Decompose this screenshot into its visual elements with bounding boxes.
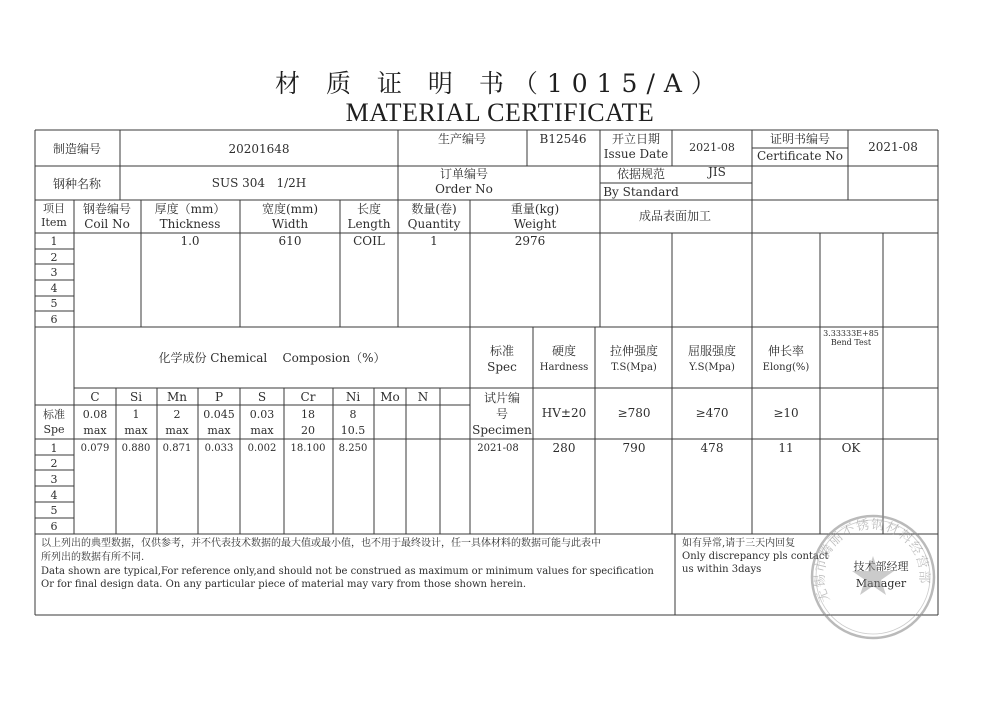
item-number: 6 bbox=[50, 520, 58, 533]
item-number: 2 bbox=[50, 457, 58, 470]
chem-value: 8.250 bbox=[338, 443, 368, 454]
item-header-en: Item bbox=[41, 216, 67, 229]
item-number: 6 bbox=[50, 313, 58, 326]
elongation-value: 11 bbox=[778, 441, 794, 455]
element-header: Si bbox=[129, 390, 143, 404]
item-number: 2 bbox=[50, 251, 58, 264]
spec-limit: max bbox=[83, 424, 107, 437]
spec-limit: 2 bbox=[173, 408, 181, 421]
order-no-label-cn: 订单编号 bbox=[439, 167, 489, 181]
title-chinese: 材 质 证 明 书（1015/A） bbox=[275, 69, 725, 98]
surface-finish-header: 成品表面加工 bbox=[638, 209, 712, 223]
chem-value: 0.871 bbox=[162, 443, 192, 454]
spec-label-cn: 标准 bbox=[43, 408, 65, 421]
length-value: COIL bbox=[353, 234, 385, 248]
item-number: 1 bbox=[50, 442, 58, 455]
spec-limit: 8 bbox=[349, 408, 357, 421]
hardness-header-cn: 硬度 bbox=[551, 344, 577, 358]
order-no-label-en: Order No bbox=[435, 182, 493, 196]
contact-note-en-2: us within 3days bbox=[682, 564, 762, 575]
spec-header-cn: 标准 bbox=[489, 344, 515, 358]
quantity-value: 1 bbox=[430, 234, 438, 248]
thickness-header-cn: 厚度（mm） bbox=[154, 202, 226, 216]
length-header-en: Length bbox=[347, 217, 391, 231]
yield-value: 478 bbox=[700, 441, 724, 455]
title-english: MATERIAL CERTIFICATE bbox=[345, 98, 655, 127]
spec-limit: max bbox=[207, 424, 231, 437]
header-texts bbox=[53, 131, 918, 199]
item-number: 1 bbox=[50, 235, 58, 248]
standard-label-cn: 依据规范 bbox=[616, 167, 666, 181]
element-header: N bbox=[417, 390, 429, 404]
item-header-cn: 项目 bbox=[43, 202, 65, 215]
chem-value: 0.002 bbox=[247, 443, 277, 454]
item-number: 5 bbox=[50, 297, 58, 310]
spec-limit: 1 bbox=[132, 408, 140, 421]
chem-value: 18.100 bbox=[290, 443, 326, 454]
disclaimer-cn-line-1: 以上列出的典型数据，仅供参考，并不代表技术数据的最大值或最小值，也不用于最终设计，任一具体材料的数据可能与此表中 bbox=[41, 538, 601, 549]
elongation-header-en: Elong(%) bbox=[762, 362, 810, 373]
quantity-header-en: Quantity bbox=[407, 217, 461, 231]
spec-limit: max bbox=[165, 424, 189, 437]
star-icon bbox=[852, 556, 894, 595]
spec-limit: 0.08 bbox=[82, 408, 108, 421]
mfg-no-label: 制造编号 bbox=[52, 142, 102, 156]
width-value: 610 bbox=[278, 234, 302, 248]
contact-note-en-1: Only discrepancy pls contact bbox=[682, 551, 829, 562]
specimen-value: 2021-08 bbox=[477, 443, 519, 454]
weight-header-cn: 重量(kg) bbox=[510, 202, 560, 216]
mfg-no-value: 20201648 bbox=[228, 142, 290, 156]
steel-grade-label: 钢种名称 bbox=[52, 177, 102, 191]
element-header: Cr bbox=[300, 390, 316, 404]
steel-grade-value: SUS 304 1/2H bbox=[211, 176, 307, 190]
weight-value: 2976 bbox=[514, 234, 546, 248]
spec-limit: 0.045 bbox=[203, 408, 235, 421]
elongation-header-cn: 伸长率 bbox=[767, 344, 805, 358]
seal-text: 无锡市腾丽不锈钢材料经营部 bbox=[812, 517, 932, 605]
item-number: 5 bbox=[50, 504, 58, 517]
chemical-composition-label: 化学成份 Chemical Composion（%） bbox=[158, 351, 386, 365]
width-header-en: Width bbox=[271, 217, 309, 231]
dimension-items bbox=[51, 234, 546, 326]
prod-no-value: B12546 bbox=[539, 132, 587, 146]
yield-header-cn: 屈服强度 bbox=[687, 344, 737, 358]
disclaimer-en-line-1: Data shown are typical,For reference only,and should not be construed as maximum or minimum values for specification bbox=[41, 566, 654, 577]
chemical-section bbox=[43, 350, 428, 533]
item-number: 3 bbox=[50, 266, 58, 279]
dimension-headers bbox=[41, 201, 711, 231]
spec-limit: 18 bbox=[301, 408, 315, 421]
specimen-header-cn: 试片编 bbox=[483, 391, 521, 405]
tensile-value: 790 bbox=[622, 441, 646, 455]
cert-no-value: 2021-08 bbox=[868, 140, 918, 154]
element-header: S bbox=[257, 390, 267, 404]
weight-header-en: Weight bbox=[513, 217, 557, 231]
thickness-header-en: Thickness bbox=[159, 217, 221, 231]
issue-date-label-cn: 开立日期 bbox=[611, 132, 661, 146]
elongation-requirement: ≥10 bbox=[773, 406, 799, 420]
spec-limit: max bbox=[250, 424, 274, 437]
cert-no-label-en: Certificate No bbox=[756, 149, 844, 163]
chem-value: 0.079 bbox=[80, 443, 110, 454]
yield-requirement: ≥470 bbox=[695, 406, 729, 420]
item-number: 3 bbox=[50, 473, 58, 486]
company-seal bbox=[808, 512, 938, 642]
hardness-header-en: Hardness bbox=[539, 362, 589, 373]
item-number: 4 bbox=[50, 282, 58, 295]
spec-label-en: Spe bbox=[43, 423, 65, 436]
element-header: Mn bbox=[166, 390, 188, 404]
tensile-header-cn: 拉伸强度 bbox=[609, 344, 659, 358]
coil-no-header-en: Coil No bbox=[84, 217, 130, 231]
issue-date-value: 2021-08 bbox=[689, 141, 735, 154]
issue-date-label-en: Issue Date bbox=[603, 147, 669, 161]
thickness-value: 1.0 bbox=[180, 234, 200, 248]
element-header: C bbox=[90, 390, 100, 404]
prod-no-label: 生产编号 bbox=[437, 132, 487, 146]
manager-label-cn: 技术部经理 bbox=[853, 560, 909, 573]
chem-value: 0.880 bbox=[121, 443, 151, 454]
yield-header-en: Y.S(Mpa) bbox=[689, 362, 735, 373]
element-header: Mo bbox=[380, 390, 400, 404]
standard-value: JIS bbox=[708, 165, 726, 179]
manager-label-en: Manager bbox=[855, 577, 907, 590]
disclaimer-cn-line-2: 所列出的数据有所不同. bbox=[41, 552, 145, 563]
element-header: P bbox=[214, 390, 224, 404]
width-header-cn: 宽度(mm) bbox=[261, 202, 319, 216]
tensile-requirement: ≥780 bbox=[617, 406, 651, 420]
quantity-header-cn: 数量(卷) bbox=[411, 202, 457, 216]
bend-test-number: 3.33333E+85 bbox=[823, 329, 879, 338]
spec-limit: 0.03 bbox=[249, 408, 275, 421]
disclaimer-en-line-2: Or for final design data. On any particular piece of material may vary from those shown herein. bbox=[41, 579, 527, 590]
tensile-header-en: T.S(Mpa) bbox=[611, 362, 657, 373]
hardness-value: 280 bbox=[552, 441, 576, 455]
cert-no-label-cn: 证明书编号 bbox=[769, 132, 831, 146]
chem-value: 0.033 bbox=[204, 443, 234, 454]
length-header-cn: 长度 bbox=[356, 202, 382, 216]
spec-limit: max bbox=[124, 424, 148, 437]
standard-label-en: By Standard bbox=[603, 185, 679, 199]
specimen-header-en: Specimen bbox=[472, 423, 532, 437]
coil-no-header-cn: 钢卷编号 bbox=[82, 202, 132, 216]
spec-limit: 20 bbox=[301, 424, 315, 437]
spec-limit: 10.5 bbox=[340, 424, 366, 437]
bend-test-header: Bend Test bbox=[830, 338, 872, 347]
contact-note-cn: 如有异常,请于三天内回复 bbox=[682, 538, 796, 549]
bend-test-value: OK bbox=[841, 441, 861, 455]
specimen-header-cn-2: 号 bbox=[495, 407, 509, 421]
spec-header-en: Spec bbox=[487, 360, 517, 374]
footer-texts bbox=[41, 536, 909, 590]
item-number: 4 bbox=[50, 489, 58, 502]
element-header: Ni bbox=[345, 390, 361, 404]
hardness-requirement: HV±20 bbox=[541, 406, 587, 420]
